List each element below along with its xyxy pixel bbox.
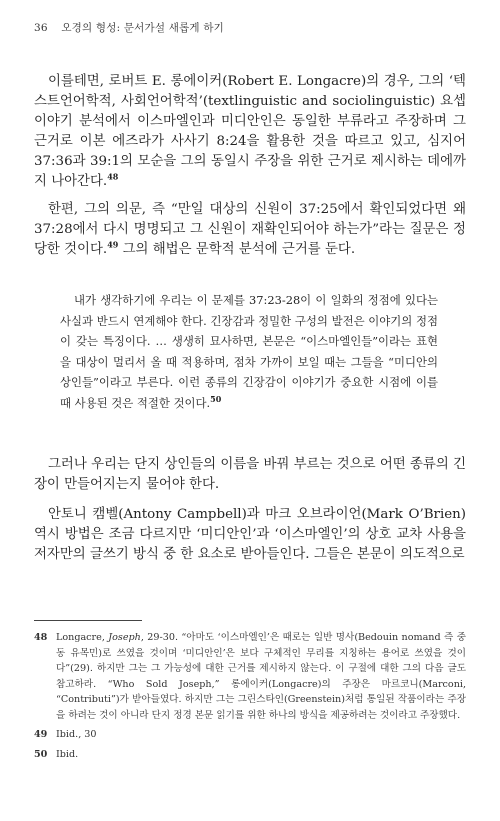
footnote-number: 49: [34, 729, 48, 740]
footnote-number: 50: [34, 748, 48, 760]
footnote-number: 48: [34, 632, 48, 643]
paragraph-2-text: 한편, 그의 의문, 즉 “만일 대상의 신원이 37:25에서 확인되었다면 왜 37:28에서 다시 명명되고 그 신원이 재확인되어야 하는가”라는 질문은 정당한 것이다.: [34, 202, 466, 257]
footnote-divider: [34, 620, 142, 621]
paragraph-4: 안토니 캠벨(Antony Campbell)과 마크 오브라이언(Mark O’Brien) 역시 방법은 조금 다르지만 ‘미디안인’과 ‘이스마엘인’의 상호 교차 사용을 저자만의 글쓰기 방식 중 한 요소로 받아들인다. 그들은 본문이 의도적으로: [34, 507, 466, 562]
footnote-ref-49: 49: [107, 239, 119, 250]
paragraph-1: [34, 72, 466, 192]
running-header: [34, 20, 474, 35]
footnote-text: Ibid.: [56, 748, 79, 760]
footnote-50: [34, 747, 466, 763]
footnote-48: [34, 630, 466, 723]
footnote-ref-50: 50: [210, 393, 222, 404]
footnote-text: Ibid., 30: [56, 729, 97, 740]
footnote-body: , 29-30. “아마도 ‘이스마엘인’은 때로는 일반 명사(Bedouin nomand 즉 중동 유목민)로 쓰였을 것이며 ‘미디안인’은 보다 구체적인 무리를 지칭하는 용어로 쓰였을 것이다”(29). 하지만 그는 그 가능성에 대한 근거를 제시하지 않는다. 이 구절에 대한 그의 다음 글도 참고하라. “Who Sold Joseph,” 롱에이커(Longacre)의 주장은 마르코니(Marconi, “Contributi”)가 받아들였다. 하지만 그는 그린스타인(Greenstein)처럼 통일된 작품이라는 주장을 하려는 것이 아니라 단지 정경 본문 읽기를 위한 하나의 방식을 제공하려는 것이라고 주장했다.: [56, 632, 466, 721]
footnotes: [34, 630, 466, 766]
footnote-author: Longacre,: [56, 632, 109, 643]
running-title: 오경의 형성: 문서가설 새롭게 하기: [61, 22, 225, 34]
paragraph-2: [34, 200, 466, 260]
paragraph-3: 그러나 우리는 단지 상인들의 이름을 바꿔 부르는 것으로 어떤 종류의 긴장이 만들어지는지 물어야 한다.: [34, 457, 466, 492]
footnote-work-title: Joseph: [108, 632, 141, 643]
footnote-text: [56, 630, 466, 723]
block-quote: [60, 290, 438, 413]
page-number: 36: [34, 22, 48, 34]
footnote-ref-48: 48: [107, 171, 119, 182]
block-quote-text: 내가 생각하기에 우리는 이 문제를 37:23-28이 이 일화의 정점에 있다는 사실과 반드시 연계해야 한다. 긴장감과 정밀한 구성의 발전은 이야기의 정점이 갖는 특징이다. … 생생히 묘사하면, 본문은 “이스마엘인들”이라는 표현을 대상이 멀리서 올 때 적용하며, 점차 가까이 보일 때는 그들을 “미디안의 상인들”이라고 부른다. 이런 종류의 긴장감이 이야기가 중요한 시점에 이를 때 사용된 것은 적절한 것이다.: [60, 293, 438, 410]
footnote-49: [34, 727, 466, 743]
paragraph-1-text: 이를테면, 로버트 E. 롱에이커(Robert E. Longacre)의 경우, 그의 ‘텍스트언어학적, 사회언어학적’(textlinguistic and sociolinguistic) 요셉 이야기 분석에서 이스마엘인과 미디안인은 동일한 부류라고 주장하며 그 근거로 이본 에즈라가 사사기 8:24을 활용한 것을 따르고 있고, 심지어 37:36과 39:1의 모순을 그의 동일시 주장을 위한 근거로 제시하는 데에까지 나아간다.: [34, 74, 466, 189]
paragraph-2-tail: 그의 해법은 문학적 분석에 근거를 둔다.: [118, 242, 356, 257]
main-text-lower: [34, 455, 466, 575]
main-text-upper: [34, 72, 466, 268]
